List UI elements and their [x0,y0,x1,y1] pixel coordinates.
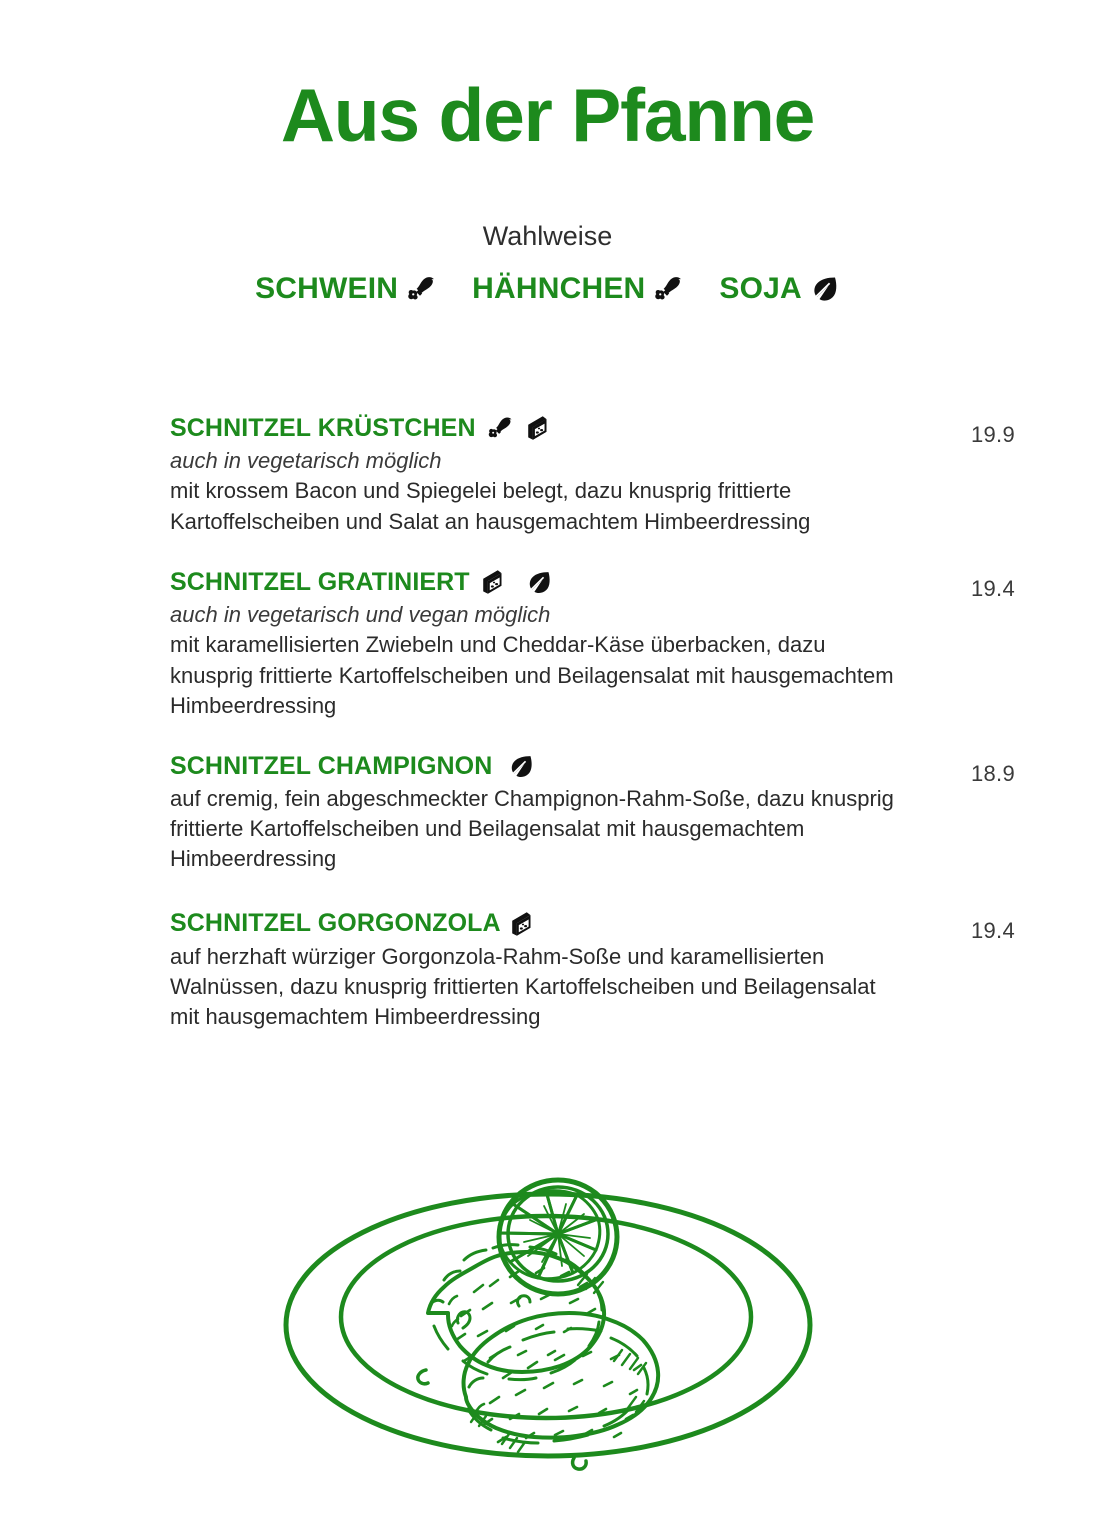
drumstick-icon [651,272,685,306]
menu-item [170,567,1015,721]
menu-item-description: auf herzhaft würziger Gorgonzola-Rahm-Soße und karamellisierten Walnüssen, dazu knusprig frittierten Kartoffelscheiben und Beilagensalat mit hausgemachtem Himbeerdressing [170,943,876,1030]
cheese-icon [524,413,554,443]
leaf-icon [808,273,840,305]
leaf-icon [524,568,553,597]
menu-item-description: mit krossem Bacon und Spiegelei belegt, dazu knusprig frittierte Kartoffelscheiben und Salat an hausgemachtem Himbeerdressing [170,478,811,534]
menu-item-description: auf cremig, fein abgeschmeckter Champignon-Rahm-Soße, dazu knusprig frittierte Kartoffelscheiben und Beilagensalat mit hausgemachtem Himbeerdressing [170,785,894,872]
menu-item-price: 18.9 [970,760,1015,786]
menu-item-price: 19.4 [970,576,1015,602]
choice-soja[interactable] [719,273,840,305]
menu-item [170,909,1015,1033]
menu-item [170,751,1015,875]
choice-haehnchen[interactable] [472,272,685,306]
choice-label-haehnchen: HÄHNCHEN [472,272,646,305]
menu-item-name: SCHNITZEL GORGONZOLA [170,909,501,938]
menu-item-name: SCHNITZEL GRATINIERT [170,567,470,596]
menu-item-description: mit karamellisierten Zwiebeln und Cheddar-Käse überbacken, dazu knusprig frittierte Kartoffelscheiben und Beilagensalat mit hausgemachtem Himbeerdressing [170,632,894,719]
page-subtitle: Wahlweise [482,221,613,251]
menu-item [170,413,1015,537]
menu-item-header [170,567,980,597]
page-title: Aus der Pfanne [280,73,815,157]
cheese-icon [479,567,509,597]
menu-item-name: SCHNITZEL CHAMPIGNON [170,751,493,780]
menu-item-name: SCHNITZEL KRÜSTCHEN [170,413,476,442]
menu-item-price: 19.9 [970,422,1015,447]
protein-choices [0,272,1095,306]
choice-label-schwein: SCHWEIN [255,272,399,305]
choice-label-soja: SOJA [719,272,802,305]
menu-item-header [170,752,980,781]
menu-list [170,413,1015,1061]
menu-item-note: auch in vegetarisch und vegan möglich [170,602,551,628]
schnitzel-plate-illustration [278,1165,818,1495]
menu-item-note: auch in vegetarisch möglich [170,448,442,473]
menu-item-header [170,413,980,443]
cheese-icon [508,909,538,939]
choice-schwein[interactable] [255,272,438,306]
drumstick-icon [485,413,515,443]
leaf-icon [506,752,535,781]
menu-item-price: 19.4 [970,917,1015,943]
menu-item-header [170,909,980,939]
drumstick-icon [404,272,438,306]
